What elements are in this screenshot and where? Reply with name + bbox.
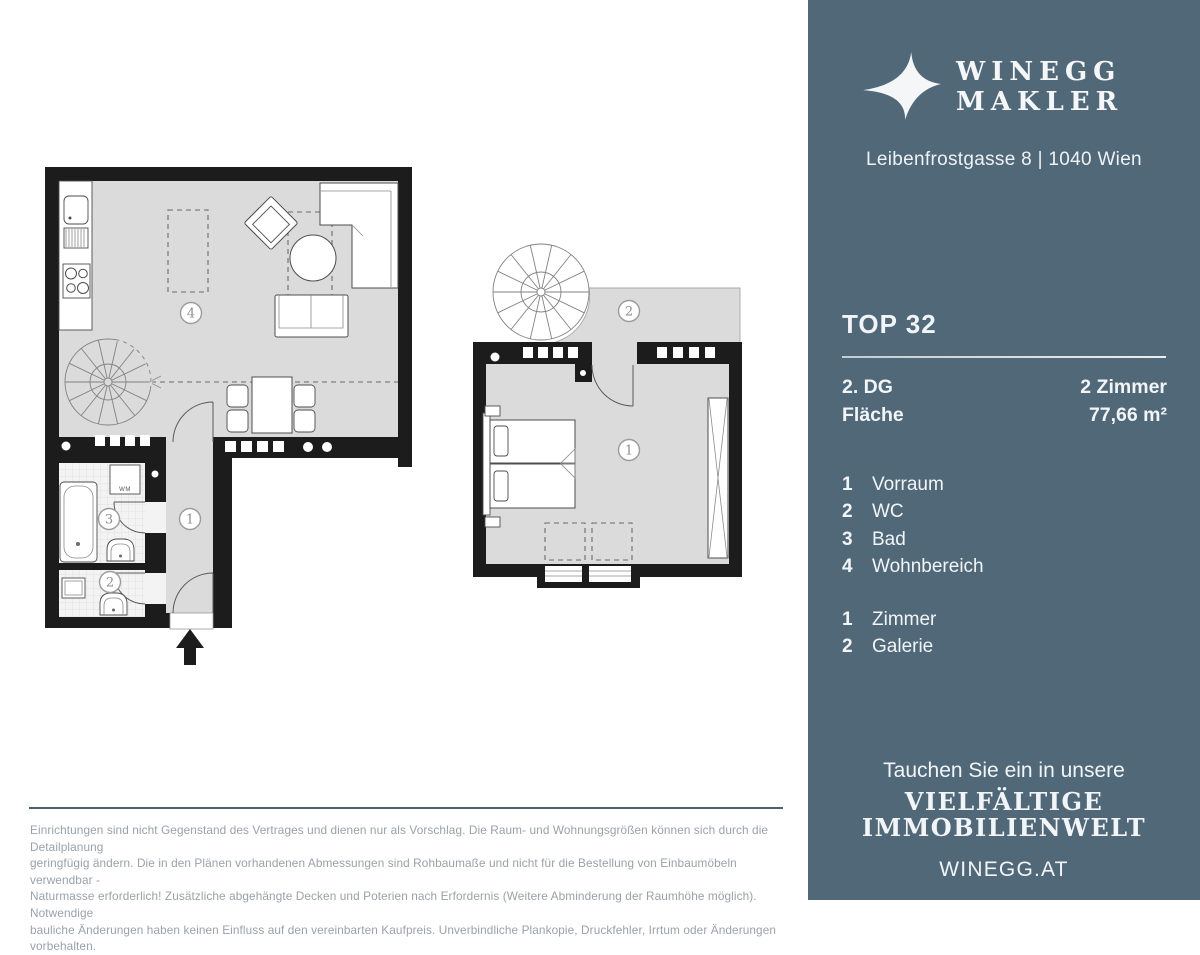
legend-lower-floor (842, 471, 984, 581)
footer-website: WINEGG.AT (939, 858, 1069, 881)
dining-set (227, 377, 315, 433)
legend-item-wohnbereich: 4 Wohnbereich (842, 556, 984, 578)
disclaimer-line: Naturmasse erforderlich! Zusätzliche abgehängte Decken und Poterien nach Erfordernis (Weitere Abminderung der Raumhöhe möglich). Notwendige (30, 889, 757, 920)
svg-text:2: 2 (624, 304, 634, 320)
door-stub-wall (575, 364, 592, 382)
upper-floor-plan (460, 230, 760, 600)
unit-divider (842, 356, 1166, 358)
lower-floor-plan (30, 140, 430, 680)
bathroom-sink (107, 539, 134, 561)
legend-item-bad: 3 Bad (842, 528, 906, 550)
brand-name-line1: WINEGG (956, 57, 1122, 87)
round-coffee-table (290, 235, 336, 281)
legend-item-wc: 2 WC (842, 501, 904, 523)
disclaimer-divider (29, 807, 783, 809)
room-label-bad (99, 509, 120, 530)
svg-text:WM: WM (119, 487, 131, 493)
legend-item-vorraum: 1 Vorraum (842, 474, 944, 495)
brand-name-line2: MAKLER (956, 87, 1124, 117)
kitchen-sink (64, 196, 88, 224)
unit-details (842, 373, 1167, 429)
svg-text:1: 1 (185, 512, 195, 528)
svg-text:4: 4 (186, 306, 196, 322)
room-label-vorraum (180, 509, 201, 530)
rooms-value: 2 Zimmer (1080, 376, 1167, 398)
floor-label: 2. DG (842, 376, 893, 398)
disclaimer-line: Einrichtungen sind nicht Gegenstand des Vertrages und dienen nur als Vorschlag. Die Raum- und Wohnungsgrößen können sich durch die Detailplanung (30, 823, 769, 854)
wardrobe (708, 398, 728, 558)
small-sofa (275, 295, 348, 337)
legend-item-galerie: 2 Galerie (842, 636, 934, 658)
area-value: 77,66 m² (1088, 404, 1167, 426)
area-label: Fläche (842, 404, 904, 426)
gallery-floor (545, 288, 740, 344)
unit-title: TOP 32 (842, 309, 937, 339)
footer-tagline: Tauchen Sie ein in unsere (883, 759, 1125, 782)
room-label-wc (100, 572, 121, 593)
window-bays (537, 564, 640, 588)
svg-text:2: 2 (105, 575, 115, 591)
spiral-staircase-upper (493, 244, 589, 340)
legend-upper-floor (842, 606, 936, 661)
svg-text:3: 3 (104, 512, 114, 528)
bathtub (60, 482, 97, 562)
winegg-star-icon (863, 52, 941, 120)
kitchen-counter (59, 181, 92, 330)
disclaimer-line: bauliche Änderungen haben keinen Einfluss auf den vereinbarten Kaufpreis. Unverbindliche Plankopie, Druckfehler, Irrtum oder Änderungen vorbehalten. (30, 922, 777, 954)
property-address: Leibenfrostgasse 8 | 1040 Wien (866, 149, 1142, 170)
room-label-wohnbereich (181, 303, 202, 324)
brand-sidebar (808, 0, 1200, 900)
svg-text:1: 1 (624, 443, 634, 459)
footer-headline-1: VIELFÄLTIGE (904, 787, 1104, 816)
room-label-galerie (619, 301, 640, 322)
washing-machine (110, 465, 140, 494)
legend-item-zimmer: 1 Zimmer (842, 609, 937, 630)
wc-sink (100, 593, 127, 615)
room-label-zimmer (619, 440, 640, 461)
wc-washbasin (62, 578, 85, 598)
footer-headline-2: IMMOBILIENWELT (861, 813, 1147, 842)
disclaimer-line: geringfügig ändern. Die in den Plänen vorhandenen Abmessungen sind Rohbaumaße und nicht für die Bestellung von Einbaumöbeln verwendbar - (30, 856, 737, 887)
brand-logo (956, 57, 1123, 117)
disclaimer-text (30, 822, 790, 955)
entrance-arrow (176, 629, 204, 665)
